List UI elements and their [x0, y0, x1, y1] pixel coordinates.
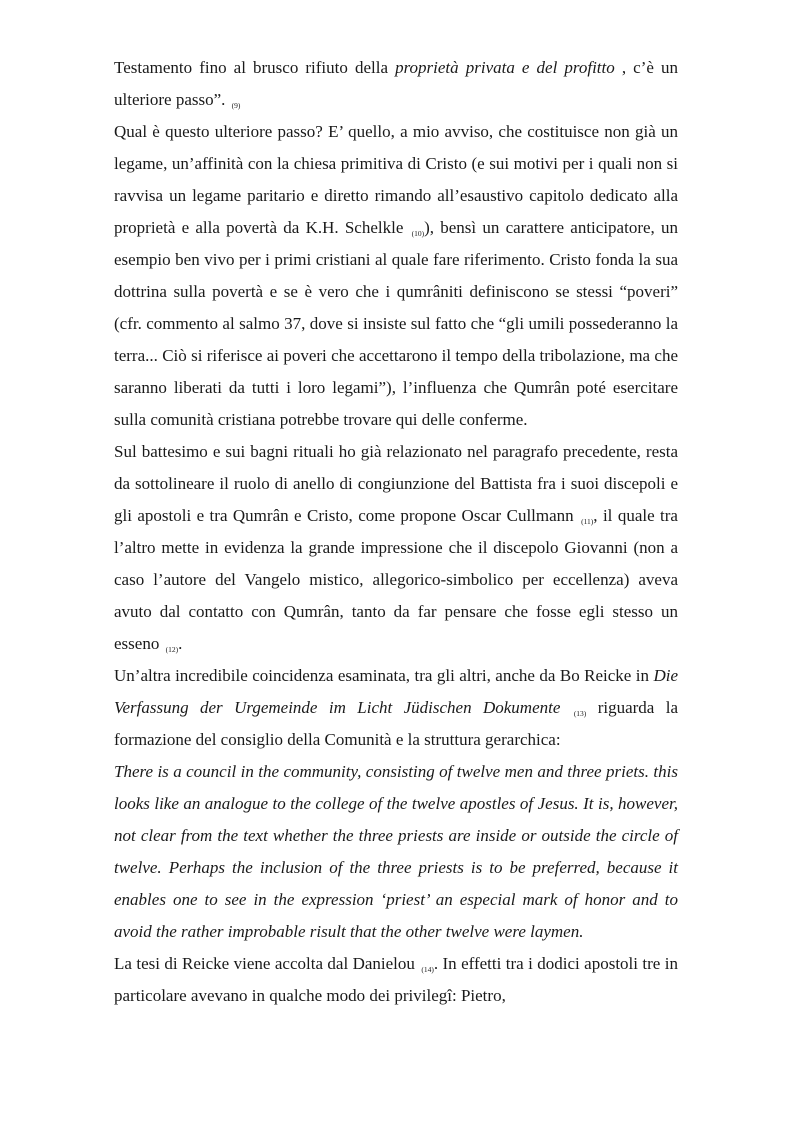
block-quote: There is a council in the community, consisting of twelve men and three priets. this looks like an analogue to the college of the twelve apostles of Jesus. It is, however, not clear from the text whether the three priests are inside or outside the circle of twelve. Perhaps the inclusion of the three priests is to be preferred, because it enables one to see in the expression ‘priest’ an especial mark of honor and to avoid the rather improbable risult that the other twelve were laymen. — [114, 762, 678, 941]
footnote-ref: (13) — [573, 709, 587, 718]
text: riguarda la formazione del consiglio della Comunità e la struttura gerarchica: — [114, 698, 679, 749]
book-title: Die Verfassung der Urgemeinde im Licht Jüdischen Dokumente — [114, 666, 678, 717]
italic-text: proprietà privata e del profitto — [395, 58, 615, 77]
text: Un’altra incredibile coincidenza esaminata, tra gli altri, anche da Bo Reicke in — [114, 666, 654, 685]
footnote-ref: (14) — [421, 965, 434, 974]
text: , c’è un ulteriore passo”. — [114, 58, 678, 109]
paragraph-4 — [114, 660, 678, 756]
paragraph-1 — [114, 52, 678, 116]
footnote-ref: (11) — [581, 517, 594, 526]
document-page — [114, 52, 678, 1012]
text: Testamento fino al brusco rifiuto della — [114, 58, 396, 77]
text: Qual è questo ulteriore passo? E’ quello, a mio avviso, che costituisce non già un legame, un’affinità con la chiesa primitiva di Cristo (e sui motivi per i quali non si ravvisa un legame paritario e diretto rimando all’esaustivo capitolo dedicato alla proprietà e alla povertà da K.H. Schelkle — [114, 122, 678, 237]
text: Sul battesimo e sui bagni rituali ho già relazionato nel paragrafo precedente, resta da sottolineare il ruolo di anello di congiunzione del Battista fra i suoi discepoli e gli apostoli e tra Qumrân e Cristo, come propone Oscar Cullmann — [114, 442, 678, 525]
text: ), bensì un carattere anticipatore, un esempio ben vivo per i primi cristiani al quale fare riferimento. Cristo fonda la sua dottrina sulla povertà e se è vero che i qumrâniti definiscono se stessi “poveri” (cfr. commento al salmo 37, dove si insiste sul fatto che “gli umili possederanno la terra... Ciò si riferisce ai poveri che accettarono il tempo della tribolazione, ma che saranno liberati da tutti i loro legami”), l’influenza che Qumrân poté esercitare sulla comunità cristiana potrebbe trovare qui delle conferme. — [114, 218, 678, 429]
text: . — [178, 634, 183, 653]
text: , il quale tra l’altro mette in evidenza la grande impressione che il discepolo Giovanni (non a caso l’autore del Vangelo mistico, allegorico-simbolico per eccellenza) aveva avuto dal contatto con Qumrân, tanto da far pensare che fosse egli stesso un esseno — [114, 506, 678, 653]
footnote-ref: (12) — [165, 645, 179, 654]
footnote-ref: (9) — [231, 101, 241, 110]
paragraph-2 — [114, 116, 678, 436]
paragraph-5 — [114, 948, 678, 1012]
footnote-ref: (10) — [411, 229, 425, 238]
paragraph-3 — [114, 436, 678, 660]
text: . In effetti tra i dodici apostoli tre in particolare avevano in qualche modo dei privilegî: Pietro, — [114, 954, 678, 1005]
text: La tesi di Reicke viene accolta dal Danielou — [114, 954, 420, 973]
